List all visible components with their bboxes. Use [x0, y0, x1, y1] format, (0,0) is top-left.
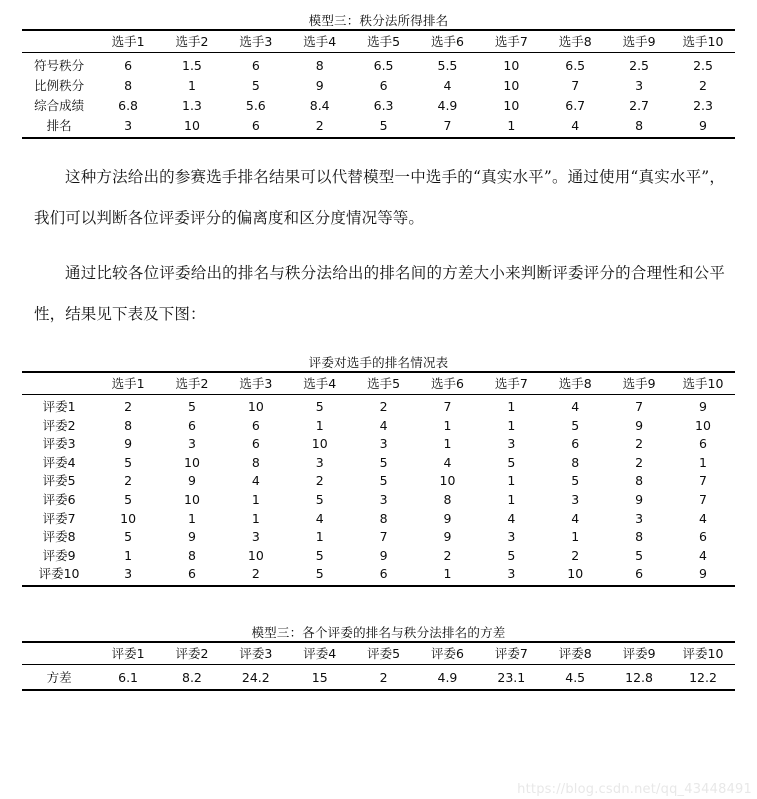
table1-cell: 4 [543, 115, 607, 138]
table2-cell: 2 [124, 473, 133, 489]
table3-col-2: 评委2 [160, 642, 224, 665]
table2-cell: 1 [251, 510, 260, 526]
table1-col-10: 选手10 [671, 30, 735, 53]
table3-header-row [22, 642, 735, 665]
table1-cell: 5 [352, 115, 416, 138]
table2-cell: 7 [699, 473, 707, 489]
table3-cell: 8.2 [160, 664, 224, 690]
table2-row-label: 评委10 [22, 564, 96, 586]
table3-col-6: 评委6 [416, 642, 480, 665]
table2-cell: 5 [315, 491, 324, 507]
table2-cell: 9 [671, 564, 735, 586]
table2-cell: 10 [695, 417, 711, 433]
table2-cell: 2 [443, 547, 452, 563]
table2-cell: 4 [251, 473, 260, 489]
table2-cell: 1 [699, 454, 707, 470]
table2-cell: 2 [635, 454, 644, 470]
table2-cell: 4 [315, 510, 324, 526]
table2-col-10: 选手10 [671, 372, 735, 395]
table2-cell: 5 [507, 547, 516, 563]
table-row [22, 53, 735, 76]
table1-cell: 4 [443, 78, 452, 93]
table2-cell: 5 [315, 399, 324, 414]
table2-cell: 10 [247, 547, 264, 563]
table2-cell: 5 [507, 454, 516, 470]
table1-cell: 10 [503, 78, 520, 93]
table-row [22, 434, 735, 453]
table-variance [22, 641, 735, 691]
table2-cell: 4 [379, 417, 388, 433]
table2-cell: 9 [635, 417, 644, 433]
table2-cell: 4 [443, 454, 452, 470]
table2-cell: 3 [379, 436, 388, 452]
table1-cell: 9 [671, 115, 735, 138]
table2-cell: 1 [507, 417, 516, 433]
table2-cell: 5 [124, 491, 133, 507]
spacer [22, 587, 735, 625]
table1-cell: 6.3 [373, 98, 394, 113]
table1-cell: 6 [124, 58, 133, 73]
table2-col-7: 选手7 [479, 372, 543, 395]
table1-row-label: 综合成绩 [34, 98, 85, 113]
table2-cell: 1 [124, 547, 133, 563]
table-row [22, 471, 735, 490]
table2-cell: 4 [571, 510, 580, 526]
table3-col-10: 评委10 [671, 642, 735, 665]
table1-col-4: 选手4 [288, 30, 352, 53]
table1-cell: 3 [635, 78, 644, 93]
table2-cell: 8 [443, 491, 452, 507]
table-row [22, 416, 735, 435]
table2-cell: 3 [315, 454, 324, 470]
table2-cell: 7 [635, 399, 644, 414]
table2-cell: 9 [187, 529, 196, 545]
table1-col-8: 选手8 [543, 30, 607, 53]
table2-cell: 6 [699, 529, 707, 545]
table1-cell: 6 [224, 115, 288, 138]
table2-cell: 8 [635, 473, 644, 489]
table2-row-label: 评委3 [42, 436, 76, 452]
table3-col-7: 评委7 [479, 642, 543, 665]
table2-cell: 10 [120, 510, 137, 526]
table2-cell: 3 [251, 529, 260, 545]
table2-col-6: 选手6 [416, 372, 480, 395]
table2-cell: 5 [187, 399, 196, 414]
table1-col-3: 选手3 [224, 30, 288, 53]
table1-cell: 6.7 [565, 98, 586, 113]
table1-cell: 2 [288, 115, 352, 138]
table2-cell: 3 [187, 436, 196, 452]
table2-cell: 7 [379, 529, 388, 545]
table2-cell: 8 [187, 547, 196, 563]
table3-col-0 [22, 642, 96, 665]
table3-col-8: 评委8 [543, 642, 607, 665]
table-row [22, 75, 735, 95]
table1-col-6: 选手6 [416, 30, 480, 53]
table2-cell: 1 [251, 491, 260, 507]
table2-cell: 3 [507, 529, 516, 545]
table1-cell: 2.5 [629, 58, 650, 73]
table3-col-3: 评委3 [224, 642, 288, 665]
table2-col-4: 选手4 [288, 372, 352, 395]
table2-col-2: 选手2 [160, 372, 224, 395]
table2-cell: 9 [379, 547, 388, 563]
table2-cell: 1 [571, 529, 580, 545]
table2-cell: 5 [571, 473, 580, 489]
table1-cell: 10 [160, 115, 224, 138]
table1-cell: 8 [607, 115, 671, 138]
table2-cell: 7 [699, 491, 707, 507]
table2-cell: 6 [352, 564, 416, 586]
table-row [22, 527, 735, 546]
table3-col-4: 评委4 [288, 642, 352, 665]
table-row [22, 95, 735, 115]
table2-cell: 1 [507, 473, 516, 489]
table2-row-label: 评委6 [42, 491, 76, 507]
table2-cell: 3 [96, 564, 160, 586]
table2-caption: 评委对选手的排名情况表 [308, 355, 449, 370]
table2-cell: 4 [699, 510, 707, 526]
table2-cell: 10 [311, 436, 328, 452]
table2-row-label: 评委1 [42, 399, 76, 414]
table2-cell: 6 [607, 564, 671, 586]
table2-cell: 7 [443, 399, 452, 414]
table2-col-9: 选手9 [607, 372, 671, 395]
table1-col-7: 选手7 [479, 30, 543, 53]
table2-cell: 9 [443, 510, 452, 526]
table2-cell: 4 [507, 510, 516, 526]
table1-cell: 10 [503, 98, 520, 113]
table1-col-1: 选手1 [96, 30, 160, 53]
table2-cell: 10 [184, 491, 200, 507]
paragraph-2: 通过比较各位评委给出的排名与秩分法给出的排名间的方差大小来判断评委评分的合理性和公平性，结果见下表及下图： [34, 264, 725, 323]
table2-cell: 10 [543, 564, 607, 586]
table2-cell: 5 [379, 454, 388, 470]
table2-cell: 4 [699, 547, 707, 563]
table2-row-label: 评委8 [42, 529, 76, 545]
table1-col-0 [22, 30, 96, 53]
table2-cell: 6 [251, 417, 260, 433]
table2-cell: 9 [187, 473, 196, 489]
table-judge-rankings [22, 371, 735, 587]
table-row [22, 564, 735, 586]
table2-row-label: 评委4 [42, 454, 76, 470]
table2-cell: 6 [160, 564, 224, 586]
table2-cell: 8 [571, 454, 580, 470]
table2-col-5: 选手5 [352, 372, 416, 395]
table1-cell: 8 [315, 58, 324, 73]
table1-cell: 8.4 [309, 98, 330, 113]
table2-cell: 1 [507, 491, 516, 507]
table1-row-label: 符号秩分 [34, 58, 85, 73]
table1-header-row [22, 30, 735, 53]
table3-cell: 12.8 [607, 664, 671, 690]
table1-caption: 模型三：秩分法所得排名 [308, 13, 449, 28]
table1-cell: 2.7 [629, 98, 650, 113]
table3-col-1: 评委1 [96, 642, 160, 665]
table-row [22, 395, 735, 416]
table1-cell: 5.5 [437, 58, 458, 73]
table3-cell: 12.2 [671, 664, 735, 690]
table1-cell: 3 [96, 115, 160, 138]
table2-cell: 5 [315, 547, 324, 563]
table2-cell: 4 [571, 399, 580, 414]
table2-cell: 2 [124, 399, 133, 414]
table2-cell: 5 [288, 564, 352, 586]
paragraph-1: 这种方法给出的参赛选手排名结果可以代替模型一中选手的“真实水平”。通过使用“真实水平”，我们可以判断各位评委评分的偏离度和区分度情况等等。 [34, 168, 725, 227]
table2-cell: 1 [187, 510, 196, 526]
table1-cell: 2.5 [693, 58, 713, 73]
table1-cell: 2 [699, 78, 707, 93]
table2-col-8: 选手8 [543, 372, 607, 395]
table3-cell: 24.2 [224, 664, 288, 690]
table3-cell: 15 [288, 664, 352, 690]
table2-cell: 3 [635, 510, 644, 526]
table2-cell: 10 [184, 454, 200, 470]
table2-cell: 3 [507, 436, 516, 452]
table2-cell: 1 [443, 417, 452, 433]
table1-cell: 1 [479, 115, 543, 138]
watermark: https://blog.csdn.net/qq_43448491 [517, 782, 752, 797]
table3-cell: 2 [352, 664, 416, 690]
table2-row-label: 评委7 [42, 510, 76, 526]
table2-cell: 9 [443, 529, 452, 545]
table1-cell: 9 [315, 78, 324, 93]
table2-cell: 6 [251, 436, 260, 452]
table3-col-5: 评委5 [352, 642, 416, 665]
table2-cell: 10 [439, 473, 456, 489]
table1-cell: 6 [251, 58, 260, 73]
table2-cell: 1 [443, 436, 452, 452]
table2-cell: 8 [251, 454, 260, 470]
table2-cell: 2 [571, 547, 580, 563]
table2-cell: 1 [416, 564, 480, 586]
table2-cell: 8 [124, 417, 133, 433]
table2-cell: 8 [379, 510, 388, 526]
table1-col-9: 选手9 [607, 30, 671, 53]
table3-cell: 4.9 [416, 664, 480, 690]
table2-row-label: 评委5 [42, 473, 76, 489]
table2-cell: 5 [124, 454, 133, 470]
table2-cell: 5 [571, 417, 580, 433]
table3-cell: 4.5 [543, 664, 607, 690]
table1-cell: 6 [379, 78, 388, 93]
table1-cell: 2.3 [693, 98, 713, 113]
table2-cell: 2 [315, 473, 324, 489]
table1-cell: 6.5 [373, 58, 394, 73]
table1-row-label: 排名 [22, 115, 96, 138]
table1-cell: 10 [503, 58, 520, 73]
table1-cell: 5.6 [245, 98, 266, 113]
table1-cell: 7 [416, 115, 480, 138]
table1-row-label: 比例秩分 [34, 78, 85, 93]
table2-cell: 3 [571, 491, 580, 507]
table2-row-label: 评委9 [42, 547, 76, 563]
table1-cell: 4.9 [437, 98, 458, 113]
table2-cell: 9 [124, 436, 133, 452]
table1-cell: 6.8 [118, 98, 139, 113]
table3-col-9: 评委9 [607, 642, 671, 665]
table2-cell: 1 [507, 399, 516, 414]
table-row [22, 546, 735, 565]
table1-cell: 5 [251, 78, 260, 93]
table1-cell: 1 [187, 78, 196, 93]
table-row [22, 453, 735, 472]
table2-cell: 6 [699, 436, 707, 452]
table-row [22, 490, 735, 509]
table-row [22, 509, 735, 528]
table3-row-label: 方差 [22, 664, 96, 690]
table2-cell: 6 [187, 417, 196, 433]
table2-col-0 [22, 372, 96, 395]
table2-cell: 5 [635, 547, 644, 563]
table2-cell: 3 [479, 564, 543, 586]
table1-cell: 7 [571, 78, 580, 93]
table1-col-5: 选手5 [352, 30, 416, 53]
table2-cell: 2 [379, 399, 388, 414]
table2-cell: 9 [699, 399, 707, 414]
table2-cell: 5 [124, 529, 133, 545]
table2-cell: 2 [635, 436, 644, 452]
table3-caption: 模型三：各个评委的排名与秩分法排名的方差 [251, 624, 506, 640]
table2-header-row [22, 372, 735, 395]
table2-col-3: 选手3 [224, 372, 288, 395]
table3-cell: 6.1 [96, 664, 160, 690]
table1-cell: 8 [124, 78, 133, 93]
table1-col-2: 选手2 [160, 30, 224, 53]
table-rank-scores [22, 29, 735, 139]
table3-cell: 23.1 [479, 664, 543, 690]
table2-col-1: 选手1 [96, 372, 160, 395]
table1-cell: 1.5 [182, 58, 202, 73]
table2-cell: 1 [315, 417, 324, 433]
table1-cell: 1.3 [182, 98, 202, 113]
table2-cell: 2 [224, 564, 288, 586]
table2-row-label: 评委2 [42, 417, 76, 433]
table2-cell: 8 [635, 529, 644, 545]
table-row [22, 664, 735, 690]
table2-cell: 3 [379, 491, 388, 507]
table1-cell: 6.5 [565, 58, 586, 73]
table2-cell: 10 [247, 399, 264, 414]
spacer [22, 335, 735, 355]
table2-cell: 6 [571, 436, 580, 452]
table2-cell: 1 [315, 529, 324, 545]
table-row [22, 115, 735, 138]
table2-cell: 5 [379, 473, 388, 489]
table2-cell: 9 [635, 491, 644, 507]
